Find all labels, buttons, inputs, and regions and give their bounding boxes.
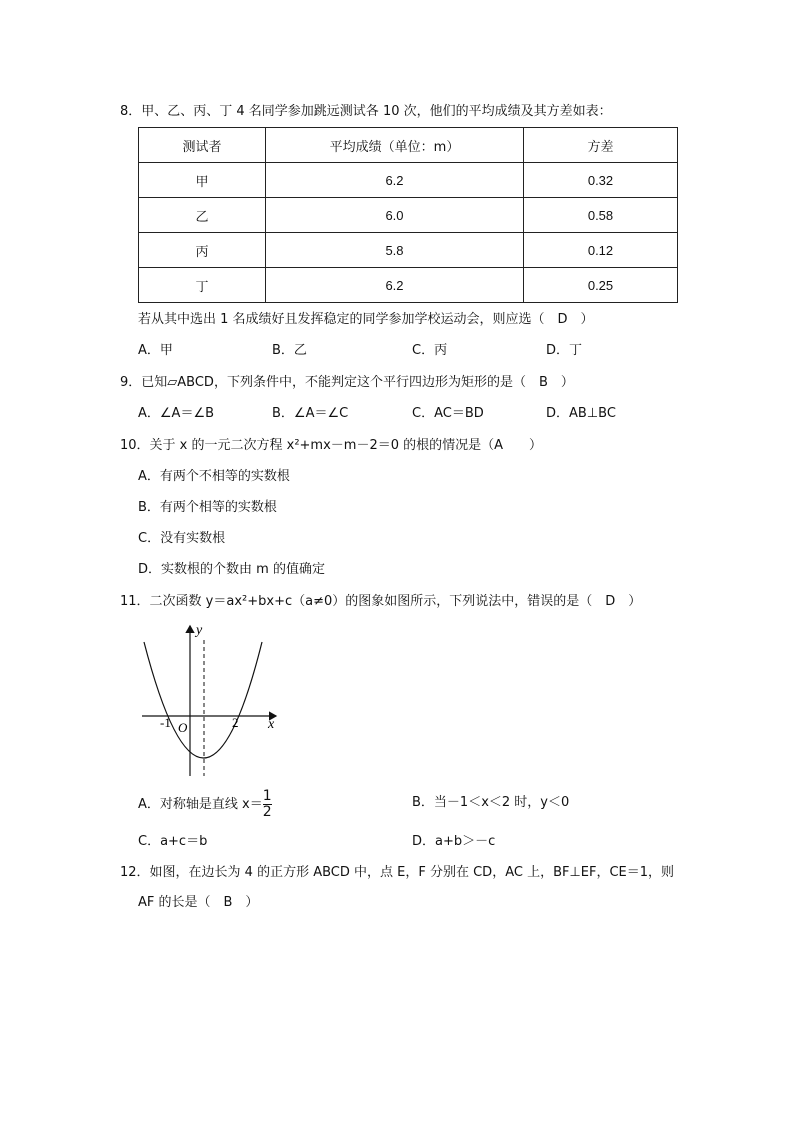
header-cell: 方差	[524, 128, 678, 163]
q12-line2: AF 的长是（ B ）	[138, 895, 259, 910]
parabola-graph	[138, 618, 288, 780]
score-table	[138, 127, 678, 303]
q8-option-c: C．丙	[412, 343, 448, 358]
q10-option-d: D．实数根的个数由 m 的值确定	[138, 562, 325, 577]
table-row	[139, 233, 678, 268]
table-cell: 0.58	[524, 198, 678, 233]
table-cell: 6.2	[266, 268, 524, 303]
table-cell: 丁	[139, 268, 266, 303]
table-cell: 5.8	[266, 233, 524, 268]
q8-option-b: B．乙	[272, 343, 307, 358]
q10-option-a: A．有两个不相等的实数根	[138, 469, 290, 484]
q11-option-b: B．当－1＜x＜2 时，y＜0	[412, 795, 570, 810]
q12-line1: 12．如图，在边长为 4 的正方形 ABCD 中，点 E，F 分别在 CD，AC 上，BF⊥EF，CE＝1，则	[120, 865, 675, 880]
q8-option-a: A．甲	[138, 343, 173, 358]
q8-question: 若从其中选出 1 名成绩好且发挥稳定的同学参加学校运动会，则应选（ D ）	[138, 312, 594, 327]
fraction-numerator: 1	[262, 788, 272, 804]
y-axis-label: y	[196, 623, 203, 638]
q11-option-c: C．a+c＝b	[138, 834, 208, 849]
table-cell: 乙	[139, 198, 266, 233]
header-cell: 测试者	[139, 128, 266, 163]
table-cell: 6.0	[266, 198, 524, 233]
q11-option-a-text: A．对称轴是直线 x＝	[138, 797, 263, 812]
q10-stem: 10．关于 x 的一元二次方程 x²+mx－m－2＝0 的根的情况是（A ）	[120, 438, 543, 453]
table-row	[139, 198, 678, 233]
q9-stem: 9．已知▱ABCD，下列条件中，不能判定这个平行四边形为矩形的是（ B ）	[120, 375, 574, 390]
q10-option-c: C．没有实数根	[138, 531, 226, 546]
origin-label: O	[178, 720, 188, 735]
root-right-label: 2	[232, 715, 239, 730]
q8-option-d: D．丁	[546, 343, 583, 358]
table-cell: 6.2	[266, 163, 524, 198]
root-left-label: -1	[160, 715, 171, 730]
q8-stem: 8．甲、乙、丙、丁 4 名同学参加跳远测试各 10 次，他们的平均成绩及其方差如表：	[120, 104, 612, 119]
table-cell: 丙	[139, 233, 266, 268]
q9-option-c: C．AC＝BD	[412, 406, 484, 421]
q10-option-b: B．有两个相等的实数根	[138, 500, 277, 515]
table-cell: 0.32	[524, 163, 678, 198]
table-cell: 甲	[139, 163, 266, 198]
q11-option-d: D．a+b＞－c	[412, 834, 496, 849]
q9-option-d: D．AB⊥BC	[546, 406, 616, 421]
table-row	[139, 163, 678, 198]
x-axis-label: x	[268, 717, 275, 732]
table-header-row	[139, 128, 678, 163]
fraction	[263, 789, 272, 820]
q9-option-b: B．∠A＝∠C	[272, 406, 349, 421]
header-cell: 平均成绩（单位：m）	[266, 128, 524, 163]
q11-stem: 11．二次函数 y＝ax²+bx+c（a≠0）的图象如图所示，下列说法中，错误的是（ D ）	[120, 594, 642, 609]
parabola-curve	[144, 642, 262, 758]
table-row	[139, 268, 678, 303]
q9-option-a: A．∠A＝∠B	[138, 406, 215, 421]
table-cell: 0.25	[524, 268, 678, 303]
table-cell: 0.12	[524, 233, 678, 268]
q11-option-a	[138, 787, 272, 823]
fraction-denominator: 2	[262, 804, 272, 820]
